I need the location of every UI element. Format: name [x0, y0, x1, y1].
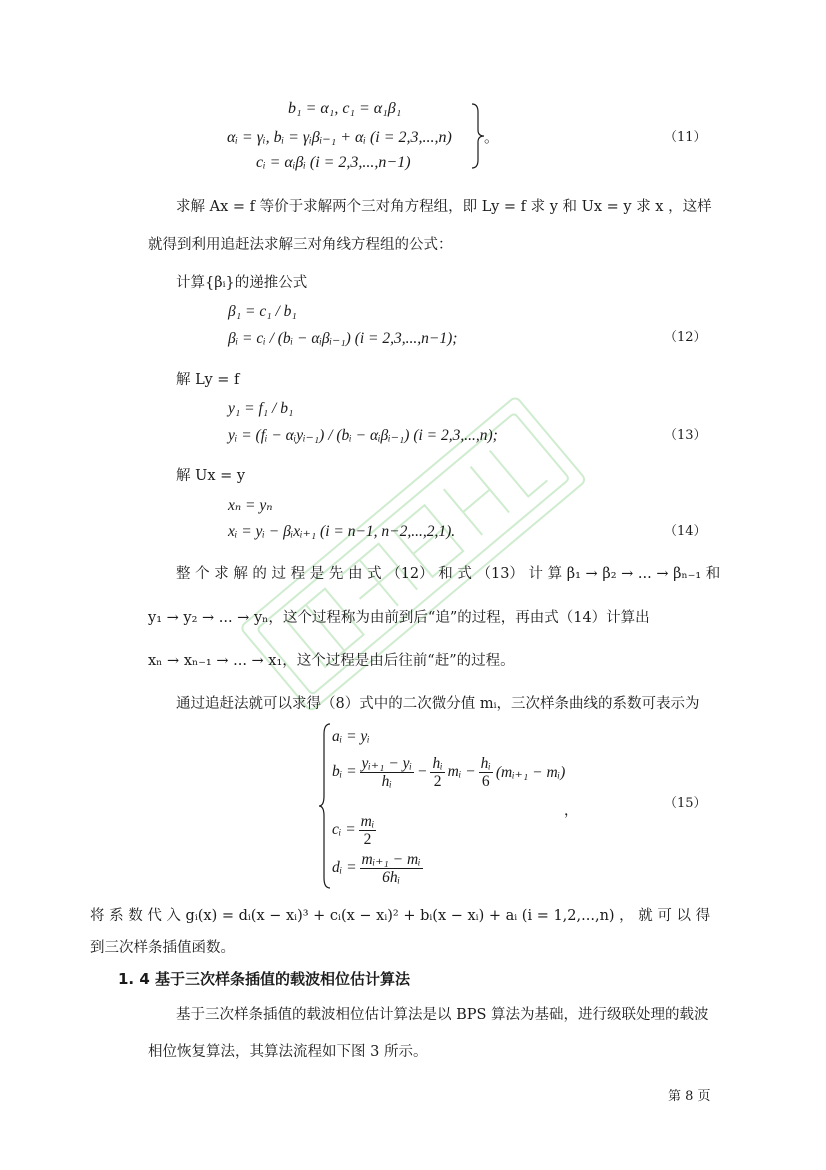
eq15-b-frac1 — [360, 755, 414, 790]
eq15-b-tail: (mᵢ₊₁ − mᵢ) — [495, 763, 566, 781]
eq15-d-den: 6hᵢ — [382, 868, 401, 886]
eq11-number: （11） — [664, 130, 707, 145]
paragraph-4a: 将 系 数 代 入 gᵢ(x) = dᵢ(x − xᵢ)³ + cᵢ(x − xᵢ)² + bᵢ(x − xᵢ) + aᵢ (i = 1,2,...,n) ， 就 可 以 得 — [90, 908, 711, 924]
paragraph-2c: xₙ → xₙ₋₁ → ... → x₁，这个过程是由后往前“赶”的过程。 — [148, 653, 515, 669]
eq15-c-row — [332, 810, 376, 850]
eq15-c-num: mᵢ — [360, 812, 375, 830]
eq15-left-brace — [318, 722, 332, 890]
eq15-b-frac2-den: 2 — [433, 772, 442, 790]
eq15-b-frac1-den: hᵢ — [381, 772, 392, 790]
paragraph-1b: 就得到利用追赶法求解三对角线方程组的公式： — [148, 237, 453, 253]
eq13-number: （13） — [664, 428, 707, 443]
paragraph-5a: 基于三次样条插值的载波相位估计算法是以 BPS 算法为基础，进行级联处理的载波 — [176, 1007, 709, 1023]
eq15-b-frac3 — [479, 755, 493, 790]
eq15-b-frac1-num: yᵢ₊₁ − yᵢ — [361, 754, 412, 772]
solve-ux-label: 解 Ux = y — [176, 468, 246, 484]
eq15-d-row — [332, 848, 423, 888]
eq15-b-frac3-num: hᵢ — [480, 754, 491, 772]
eq12-line2: βᵢ = cᵢ / (bᵢ − αᵢβᵢ₋₁) (i = 2,3,...,n−1); — [228, 330, 458, 347]
eq12-number: （12） — [664, 330, 707, 345]
paragraph-5b: 相位恢复算法，其算法流程如下图 3 所示。 — [148, 1044, 428, 1060]
eq14-line1: xₙ = yₙ — [228, 497, 273, 514]
eq15-b-mid: mᵢ − — [447, 763, 476, 780]
eq15-b-frac2-num: hᵢ — [432, 754, 443, 772]
page-number: 第 8 页 — [668, 1089, 711, 1104]
eq13-line1: y₁ = f₁ / b₁ — [228, 400, 294, 417]
eq15-d-num: mᵢ₊₁ − mᵢ — [361, 850, 421, 868]
paragraph-4b: 到三次样条插值函数。 — [90, 940, 235, 956]
eq15-comma: ， — [564, 803, 578, 819]
eq13-line2: yᵢ = (fᵢ − αᵢyᵢ₋₁) / (bᵢ − αᵢβᵢ₋₁) (i = 2,3,...,n); — [228, 427, 498, 444]
solve-ly-label: 解 Ly = f — [176, 372, 240, 388]
eq15-number: （15） — [664, 796, 707, 811]
eq15-d-lhs: dᵢ = — [332, 859, 357, 876]
eq14-line2: xᵢ = yᵢ − βᵢxᵢ₊₁ (i = n−1, n−2,...,2,1). — [228, 523, 456, 540]
eq11-tail: 。 — [484, 128, 500, 146]
paragraph-2a: 整 个 求 解 的 过 程 是 先 由 式 （12） 和 式 （13） 计 算 β₁ → β₂ → ... → βₙ₋₁ 和 — [176, 566, 721, 582]
eq15-b-frac3-den: 6 — [481, 772, 490, 790]
eq15-a: aᵢ = yᵢ — [332, 728, 370, 745]
calc-beta-label: 计算{βᵢ}的递推公式 — [176, 275, 308, 291]
section-heading: 1. 4 基于三次样条插值的载波相位估计算法 — [118, 970, 411, 988]
eq11-line2: αᵢ = γᵢ, bᵢ = γᵢβᵢ₋₁ + αᵢ (i = 2,3,...,n) — [227, 129, 452, 146]
eq15-b-minus: − — [417, 763, 428, 780]
eq15-c-frac — [359, 813, 377, 848]
eq15-b-frac2 — [430, 755, 444, 790]
eq14-number: （14） — [664, 524, 707, 539]
paragraph-3: 通过追赶法就可以求得（8）式中的二次微分值 mᵢ，三次样条曲线的系数可表示为 — [176, 696, 700, 712]
eq15-c-den: 2 — [363, 830, 372, 848]
eq15-b-row — [332, 752, 565, 792]
eq11-line1: b₁ = α₁, c₁ = α₁β₁ — [288, 100, 402, 117]
paragraph-1: 求解 Ax = f 等价于求解两个三对角方程组，即 Ly = f 求 y 和 Ux = y 求 x ，这样 — [176, 199, 712, 215]
eq15-d-frac — [360, 851, 423, 886]
eq11-line3: cᵢ = αᵢβᵢ (i = 2,3,...,n−1) — [256, 154, 411, 171]
eq15-c-lhs: cᵢ = — [332, 821, 356, 838]
eq15-b-lhs: bᵢ = — [332, 763, 357, 780]
paragraph-2b: y₁ → y₂ → ... → yₙ，这个过程称为由前到后“追”的过程，再由式（14）计算出 — [148, 610, 650, 626]
eq12-line1: β₁ = c₁ / b₁ — [228, 303, 297, 320]
